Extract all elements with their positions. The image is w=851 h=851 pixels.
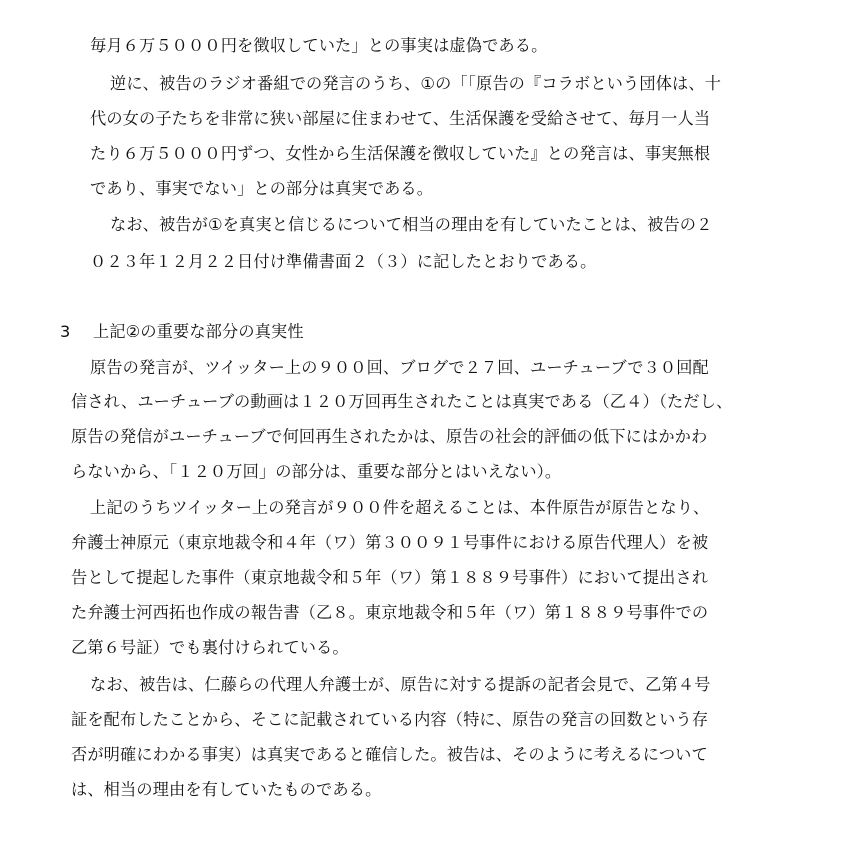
section-3-title: 上記②の重要な部分の真実性 <box>93 322 304 341</box>
section-3-number: 3 <box>60 322 71 341</box>
paragraph-6-line-1: なお、被告は、仁藤らの代理人弁護士が、原告に対する提訴の記者会見で、乙第４号 <box>90 675 711 694</box>
paragraph-2-line-1: 逆に、被告のラジオ番組での発言のうち、①の「「原告の『コラボという団体は、十 <box>110 74 722 93</box>
paragraph-4-line-4: らないから、「１２０万回」の部分は、重要な部分とはいえない）。 <box>71 462 562 481</box>
paragraph-5-line-5: 乙第６号証）でも裏付けられている。 <box>71 638 349 657</box>
paragraph-5-line-2: 弁護士神原元（東京地裁令和４年（ワ）第３００９１号事件における原告代理人）を被 <box>71 533 709 552</box>
paragraph-6-line-2: 証を配布したことから、そこに記載されている内容（特に、原告の発言の回数という存 <box>71 710 709 729</box>
paragraph-2-line-2: 代の女の子たちを非常に狭い部屋に住まわせて、生活保護を受給させて、毎月一人当 <box>90 109 711 128</box>
paragraph-5-line-4: た弁護士河西拓也作成の報告書（乙８。東京地裁令和５年（ワ）第１８８９号事件での <box>71 603 709 622</box>
paragraph-2-line-3: たり６万５０００円ずつ、女性から生活保護を徴収していた』との発言は、事実無根 <box>90 144 711 163</box>
paragraph-3-line-2: ０２３年１２月２２日付け準備書面２（３）に記したとおりである。 <box>90 252 597 271</box>
paragraph-3-line-1: なお、被告が①を真実と信じるについて相当の理由を有していたことは、被告の２ <box>110 215 713 234</box>
paragraph-5-line-3: 告として提起した事件（東京地裁令和５年（ワ）第１８８９号事件）において提出され <box>71 568 709 587</box>
paragraph-6-line-3: 否が明確にわかる事実）は真実であると確信した。被告は、そのように考えるについて <box>71 745 708 764</box>
paragraph-4-line-3: 原告の発信がユーチューブで何回再生されたかは、原告の社会的評価の低下にはかかわ <box>71 427 708 446</box>
paragraph-4-line-2: 信され、ユーチューブの動画は１２０万回再生されたことは真実である（乙４）（ただし、 <box>71 392 733 411</box>
paragraph-6-line-4: は、相当の理由を有していたものである。 <box>71 780 382 799</box>
paragraph-2-line-4: であり、事実でない」との部分は真実である。 <box>90 179 434 198</box>
paragraph-4-line-1: 原告の発言が、ツイッター上の９００回、ブログで２７回、ユーチューブで３０回配 <box>90 358 709 377</box>
paragraph-1-line-1: 毎月６万５０００円を徴収していた」との事実は虚偽である。 <box>90 36 548 55</box>
paragraph-5-line-1: 上記のうちツイッター上の発言が９００件を超えることは、本件原告が原告となり、 <box>90 498 710 517</box>
